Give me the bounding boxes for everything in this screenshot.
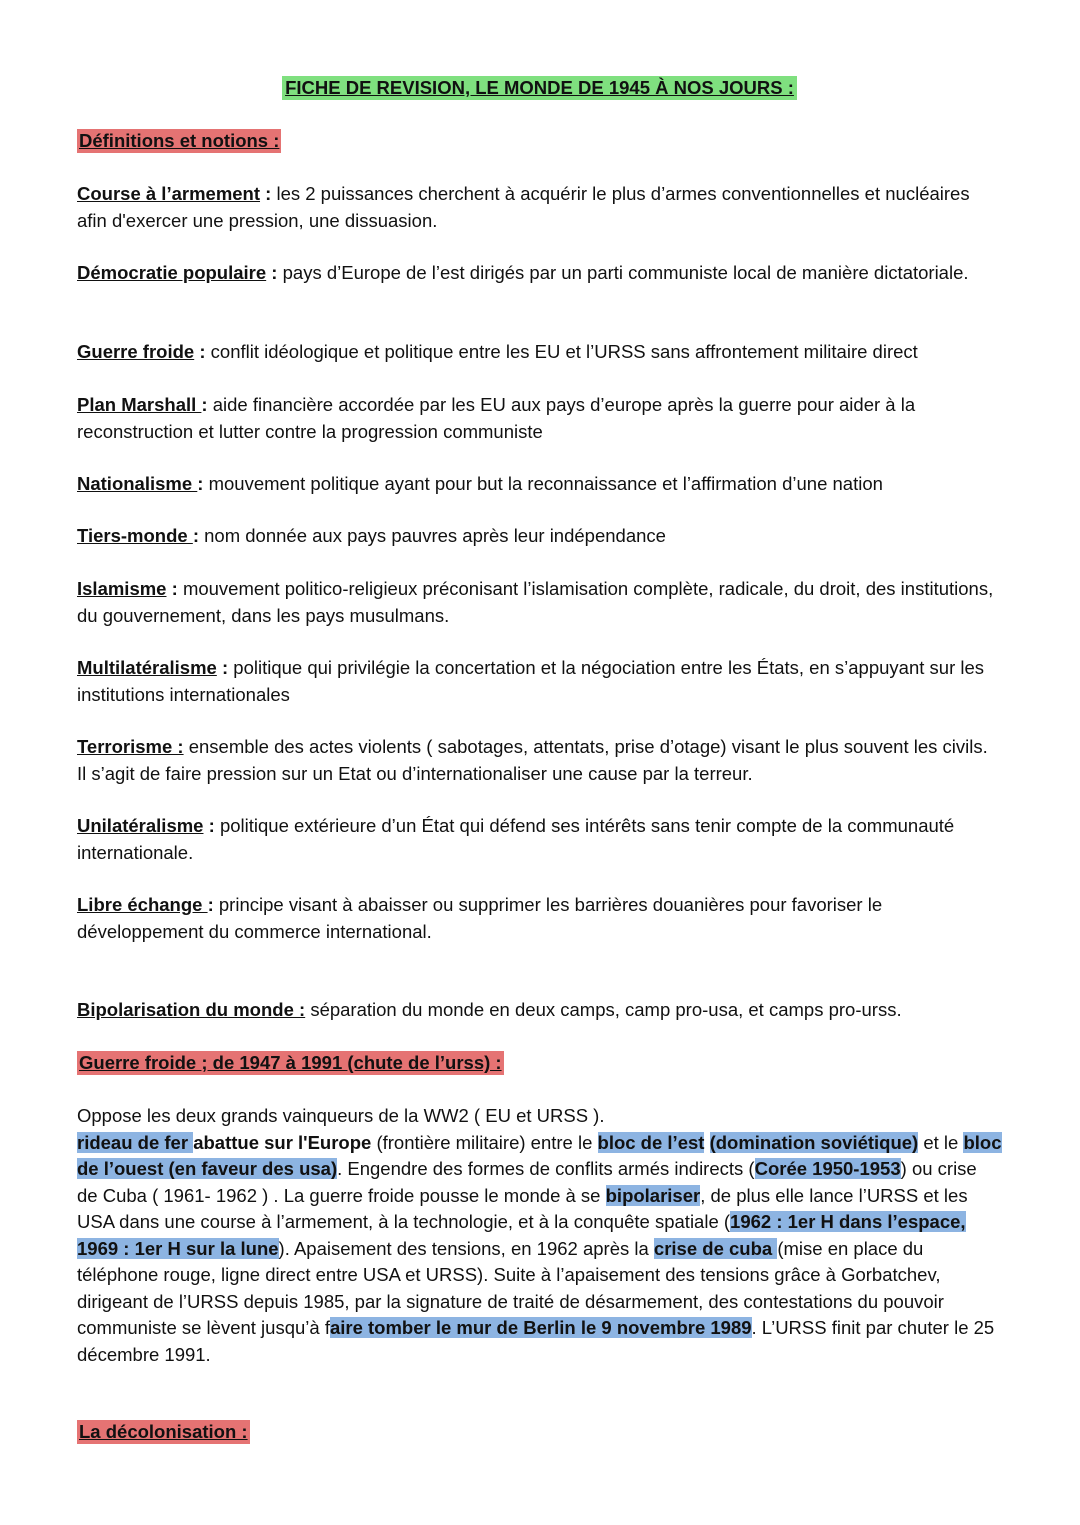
definition-text: pays d’Europe de l’est dirigés par un parti communiste local de manière dictatoriale. xyxy=(282,262,969,283)
definition-text: ensemble des actes violents ( sabotages, attentats, prise d’otage) visant le plus souvent les civils. Il s’agit de faire pression sur un Etat ou d’internationaliser une cause par la terreur. xyxy=(77,736,988,784)
definition-item xyxy=(77,576,1002,629)
definition-item xyxy=(77,734,1002,787)
definition-item xyxy=(77,181,1002,234)
definition-separator: : xyxy=(207,894,219,915)
definition-term: Multilatéralisme xyxy=(77,657,217,678)
definition-separator: : xyxy=(216,657,234,678)
definition-separator: : xyxy=(192,525,205,546)
definition-text: nom donnée aux pays pauvres après leur indépendance xyxy=(204,525,666,546)
definition-text: mouvement politico-religieux préconisant l’islamisation complète, radicale, du droit, des institutions, du gouvernement, dans les pays musulmans. xyxy=(77,578,994,626)
definition-separator: : xyxy=(197,473,209,494)
highlight-crise-de-cuba: crise de cuba xyxy=(653,1237,778,1259)
title-block xyxy=(77,76,1002,100)
definition-term: Tiers-monde xyxy=(77,525,193,546)
paragraph-text: et le xyxy=(918,1131,964,1153)
highlight-coree: Corée 1950-1953 xyxy=(754,1158,901,1179)
paragraph-text: (frontière militaire) entre le xyxy=(371,1131,598,1153)
highlight-mur-de-berlin: aire tomber le mur de Berlin le 9 novembre 1989 xyxy=(329,1317,752,1338)
paragraph-text: . Engendre des formes de conflits armés indirects ( xyxy=(337,1158,755,1179)
section-heading-decolonisation: La décolonisation : xyxy=(79,1421,248,1442)
definition-item xyxy=(77,997,1002,1024)
definition-term: Bipolarisation du monde : xyxy=(77,999,306,1020)
paragraph-text: , de plus elle lance l’URSS et les USA dans une course à l’armement, à la technologie, et à la conquête spatiale ( xyxy=(77,1184,968,1232)
highlight-conquete-spatiale: 1962 : 1er H dans l’espace, 1969 : 1er H sur la lune xyxy=(77,1211,966,1259)
definition-separator: : xyxy=(203,815,220,836)
definition-item xyxy=(77,339,1002,366)
paragraph-text: ) ou crise de Cuba ( 1961- 1962 ) . La guerre froide pousse le monde à se xyxy=(77,1158,977,1206)
definition-term: Libre échange xyxy=(77,894,208,915)
definition-separator: : xyxy=(201,394,213,415)
definition-text: politique extérieure d’un État qui défend ses intérêts sans tenir compte de la communauté internationale. xyxy=(77,815,955,863)
highlight-rideau-de-fer: rideau de fer xyxy=(77,1131,194,1153)
definition-term: Islamisme xyxy=(77,578,167,599)
definition-separator: : xyxy=(194,341,211,362)
definition-item xyxy=(77,813,1002,866)
section-heading-definitions: Définitions et notions : xyxy=(79,130,280,151)
highlight-bloc-est: bloc de l’est xyxy=(597,1131,705,1153)
section-heading-guerre-froide: Guerre froide ; de 1947 à 1991 (chute de l’urss) : xyxy=(79,1052,502,1073)
definition-item xyxy=(77,655,1002,708)
page-title: FICHE DE REVISION, LE MONDE DE 1945 À NOS JOURS : xyxy=(282,76,797,100)
definition-item xyxy=(77,892,1002,945)
definition-term: Démocratie populaire xyxy=(77,262,267,283)
definition-text: principe visant à abaisser ou supprimer les barrières douanières pour favoriser le développement du commerce international. xyxy=(77,894,883,942)
definition-term: Unilatéralisme xyxy=(77,815,204,836)
definition-term: Guerre froide xyxy=(77,341,195,362)
paragraph-text: ). Apaisement des tensions, en 1962 après la xyxy=(278,1237,654,1259)
guerre-froide-paragraph xyxy=(77,1103,1002,1368)
definition-text: séparation du monde en deux camps, camp pro-usa, et camps pro-urss. xyxy=(310,999,902,1020)
definition-item xyxy=(77,392,1002,445)
paragraph-text: (mise en place du téléphone rouge, ligne direct entre USA et URSS). Suite à l’apaisement des tensions grâce à Gorbatchev, dirigeant de l’URSS depuis 1985, par la signature de traité de désarmement, des contestations du pouvoir communiste se lèvent jusqu’à f xyxy=(77,1237,944,1338)
definition-item xyxy=(77,471,1002,498)
definition-term: Course à l’armement xyxy=(77,183,261,204)
definition-separator: : xyxy=(266,262,283,283)
definition-term: Nationalisme xyxy=(77,473,198,494)
definition-item xyxy=(77,523,1002,550)
paragraph-text xyxy=(704,1132,709,1153)
definition-text: les 2 puissances cherchent à acquérir le plus d’armes conventionnelles et nucléaires afin d'exercer une pression, une dissuasion. xyxy=(77,183,970,231)
definition-item xyxy=(77,260,1002,287)
paragraph-text: . L’URSS finit par chuter le 25 décembre 1991. xyxy=(77,1317,995,1365)
bold-text: abattue sur l'Europe xyxy=(193,1131,372,1153)
highlight-bipolariser: bipolariser xyxy=(605,1184,701,1206)
definition-text: mouvement politique ayant pour but la reconnaissance et l’affirmation d’une nation xyxy=(208,473,883,494)
paragraph-text: Oppose les deux grands vainqueurs de la WW2 ( EU et URSS ). xyxy=(77,1105,605,1126)
definition-text: conflit idéologique et politique entre les EU et l’URSS sans affrontement militaire direct xyxy=(210,341,918,362)
highlight-bloc-ouest: bloc de l’ouest (en faveur des usa) xyxy=(77,1131,1002,1179)
definition-separator: : xyxy=(260,183,277,204)
highlight-domination-sovietique: (domination soviétique) xyxy=(709,1131,919,1153)
definition-text: politique qui privilégie la concertation et la négociation entre les États, en s’appuyant sur les institutions internationales xyxy=(77,657,985,705)
definition-term: Plan Marshall xyxy=(77,394,202,415)
definition-term: Terrorisme : xyxy=(77,736,184,757)
definition-text: aide financière accordée par les EU aux pays d’europe après la guerre pour aider à la reconstruction et lutter contre la progression communiste xyxy=(77,394,916,442)
definition-separator: : xyxy=(166,578,183,599)
